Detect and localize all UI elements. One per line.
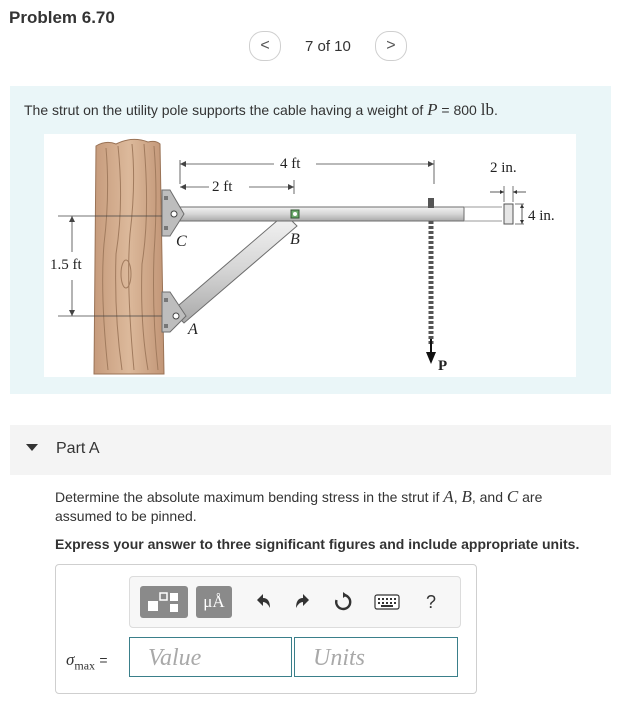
mu-angstrom-icon: μÅ [203, 592, 225, 611]
question-var-a: A [443, 487, 454, 506]
undo-icon [252, 591, 274, 613]
problem-title: Problem 6.70 [9, 8, 115, 27]
dim-label-1-5ft: 1.5 ft [50, 257, 82, 273]
statement-unit: lb [480, 100, 494, 119]
units-input[interactable] [294, 637, 458, 677]
statement-text: The strut on the utility pole supports the cable having a weight of [24, 102, 424, 118]
reset-button[interactable] [328, 586, 358, 618]
math-toolbar [129, 576, 461, 628]
dim-label-2in: 2 in. [490, 160, 517, 176]
equals-sign: = [99, 652, 108, 668]
statement-period: . [493, 102, 498, 118]
question-text-2: are assumed to be pinned. [55, 489, 543, 524]
symbols-button[interactable] [196, 586, 232, 618]
prev-button[interactable] [249, 31, 281, 61]
dim-label-4in: 4 in. [528, 208, 555, 224]
strut-figure [44, 134, 576, 377]
question-var-b: B [461, 487, 472, 506]
label-b: B [290, 231, 300, 248]
chevron-left-icon: < [260, 37, 270, 54]
reset-icon [332, 591, 354, 613]
dim-label-2ft: 2 ft [212, 179, 233, 195]
caret-down-icon[interactable] [26, 444, 38, 451]
label-a: A [188, 321, 198, 338]
answer-area [55, 564, 477, 694]
beam-cross-section [464, 186, 526, 224]
value-input[interactable] [129, 637, 292, 677]
help-button[interactable] [418, 586, 444, 618]
answer-instruction: Express your answer to three significant figures and include appropriate units. [55, 536, 580, 552]
chevron-right-icon: > [386, 37, 396, 54]
sigma-max-label [66, 650, 108, 673]
sigma-symbol: σ [66, 650, 75, 669]
redo-icon [292, 591, 314, 613]
problem-panel [10, 86, 611, 394]
strut-diagram [44, 134, 576, 377]
label-p: P [438, 358, 448, 374]
dim-label-4ft: 4 ft [280, 156, 301, 172]
templates-button[interactable] [140, 586, 188, 618]
strut-member [172, 214, 297, 323]
keyboard-button[interactable] [370, 586, 404, 618]
crossarm-beam [164, 207, 464, 221]
part-a-question [55, 487, 595, 526]
pagination [249, 31, 407, 61]
question-sep-1: , [453, 489, 462, 505]
var-p: P [427, 100, 438, 119]
question-var-c: C [506, 487, 519, 506]
label-c: C [176, 233, 187, 250]
cable [426, 198, 436, 364]
redo-button[interactable] [288, 586, 318, 618]
problem-statement [24, 100, 498, 120]
question-sep-2: , and [471, 489, 507, 505]
part-a-header[interactable] [10, 425, 611, 475]
keyboard-icon [374, 593, 400, 611]
bracket-a [162, 292, 186, 332]
undo-button[interactable] [248, 586, 278, 618]
next-button[interactable] [375, 31, 407, 61]
question-text-1: Determine the absolute maximum bending stress in the strut if [55, 489, 444, 505]
part-a-label: Part A [56, 440, 100, 457]
page-counter: 7 of 10 [305, 37, 351, 55]
question-mark-icon: ? [425, 591, 436, 612]
units-placeholder: Units [313, 645, 366, 671]
utility-pole [94, 139, 164, 374]
sigma-subscript: max [74, 658, 96, 673]
templates-icon [144, 589, 184, 615]
bracket-c [162, 190, 184, 236]
pin-b [291, 210, 299, 218]
value-placeholder: Value [148, 645, 202, 671]
statement-value: = 800 [437, 102, 481, 118]
